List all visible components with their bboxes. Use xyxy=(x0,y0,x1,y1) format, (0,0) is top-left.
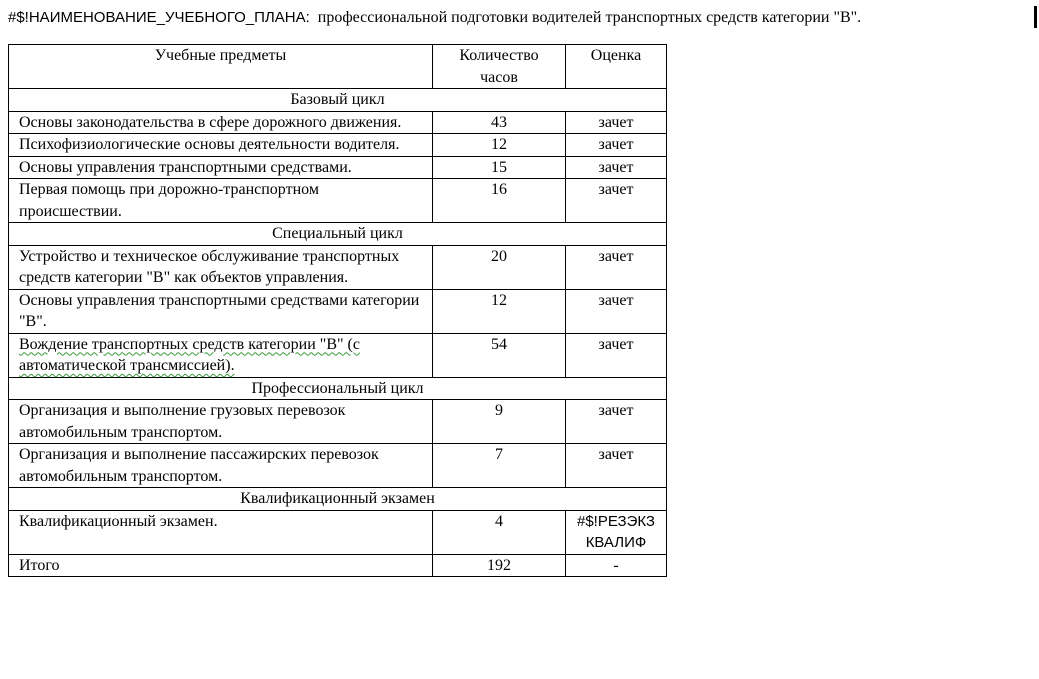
subject-cell: Организация и выполнение грузовых перевозок автомобильным транспортом. xyxy=(9,400,433,444)
grade-cell: зачет xyxy=(566,400,667,444)
subject-cell: Устройство и техническое обслуживание транспортных средств категории "В" как объектов управления. xyxy=(9,245,433,289)
table-row xyxy=(9,289,667,333)
grade-cell: зачет xyxy=(566,245,667,289)
heading-field-tag: #$!НАИМЕНОВАНИЕ_УЧЕБНОГО_ПЛАНА: xyxy=(8,9,310,26)
subject-cell: Основы управления транспортными средствами категории "В". xyxy=(9,289,433,333)
grade-cell: зачет xyxy=(566,156,667,179)
hours-cell: 4 xyxy=(433,510,566,554)
table-row xyxy=(9,179,667,223)
hours-cell: 7 xyxy=(433,444,566,488)
subject-cell: Основы управления транспортными средствами. xyxy=(9,156,433,179)
table-row xyxy=(9,510,667,554)
total-label: Итого xyxy=(9,554,433,577)
table-row xyxy=(9,400,667,444)
curriculum-table xyxy=(8,44,667,577)
header-grade: Оценка xyxy=(566,45,667,89)
total-grade: - xyxy=(566,554,667,577)
section-title: Базовый цикл xyxy=(9,89,667,112)
hours-cell: 16 xyxy=(433,179,566,223)
grade-field-code: #$!РЕЗЭКЗКВАЛИФ xyxy=(576,512,655,551)
grade-cell: зачет xyxy=(566,444,667,488)
hours-cell: 12 xyxy=(433,134,566,157)
subject-cell: Организация и выполнение пассажирских перевозок автомобильным транспортом. xyxy=(9,444,433,488)
table-row xyxy=(9,156,667,179)
grade-cell xyxy=(566,510,667,554)
hours-cell: 54 xyxy=(433,333,566,377)
section-title: Специальный цикл xyxy=(9,223,667,246)
heading-text: профессиональной подготовки водителей транспортных средств категории "В". xyxy=(317,9,862,26)
hours-cell: 20 xyxy=(433,245,566,289)
subject-cell xyxy=(9,333,433,377)
section-row xyxy=(9,488,667,511)
section-title: Профессиональный цикл xyxy=(9,377,667,400)
table-row xyxy=(9,245,667,289)
subject-cell: Первая помощь при дорожно-транспортном происшествии. xyxy=(9,179,433,223)
subject-cell: Психофизиологические основы деятельности водителя. xyxy=(9,134,433,157)
header-hours: Количество часов xyxy=(433,45,566,89)
section-row xyxy=(9,89,667,112)
subject-cell: Основы законодательства в сфере дорожного движения. xyxy=(9,111,433,134)
table-row xyxy=(9,333,667,377)
table-row xyxy=(9,444,667,488)
table-header-row xyxy=(9,45,667,89)
table-row xyxy=(9,134,667,157)
total-row xyxy=(9,554,667,577)
header-subject: Учебные предметы xyxy=(9,45,433,89)
section-title: Квалификационный экзамен xyxy=(9,488,667,511)
grade-cell: зачет xyxy=(566,179,667,223)
section-row xyxy=(9,223,667,246)
total-hours: 192 xyxy=(433,554,566,577)
grade-cell: зачет xyxy=(566,289,667,333)
spellcheck-underlined-text: Вождение транспортных средств категории "В" (с автоматической трансмиссией). xyxy=(19,335,360,374)
hours-cell: 9 xyxy=(433,400,566,444)
grade-cell: зачет xyxy=(566,134,667,157)
grade-cell: зачет xyxy=(566,111,667,134)
text-cursor xyxy=(1034,6,1037,28)
table-row xyxy=(9,111,667,134)
hours-cell: 15 xyxy=(433,156,566,179)
subject-cell: Квалификационный экзамен. xyxy=(9,510,433,554)
hours-cell: 43 xyxy=(433,111,566,134)
grade-cell: зачет xyxy=(566,333,667,377)
section-row xyxy=(9,377,667,400)
document-heading xyxy=(8,8,861,28)
hours-cell: 12 xyxy=(433,289,566,333)
